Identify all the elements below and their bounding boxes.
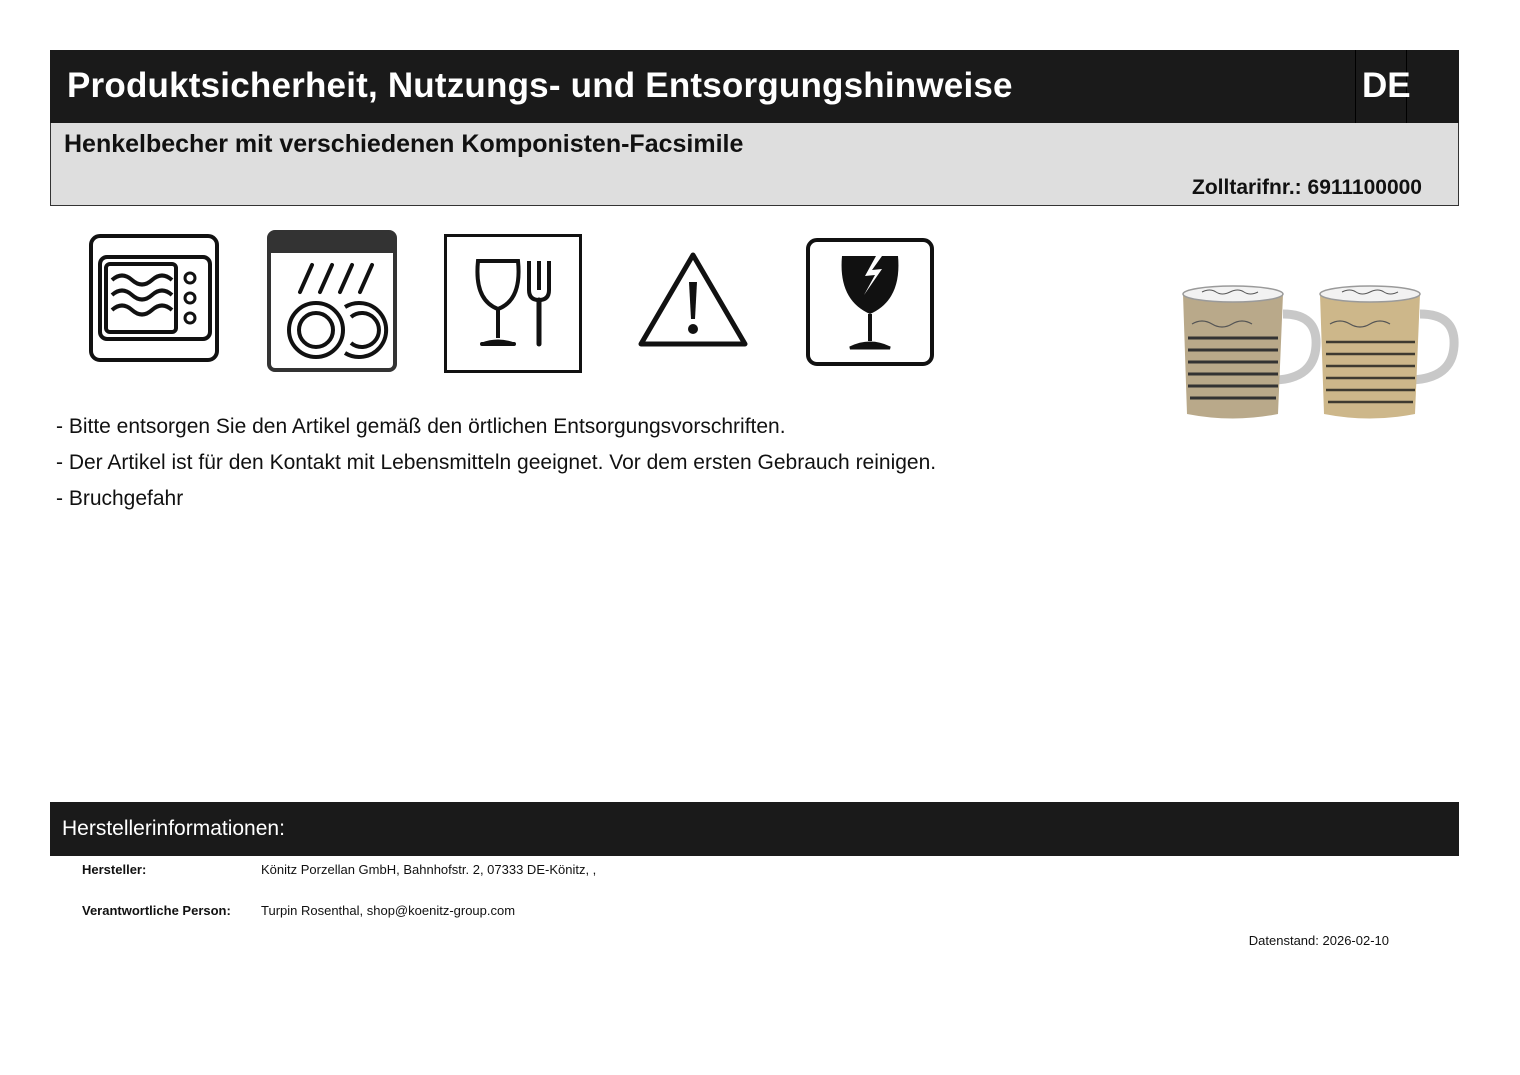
responsible-person-value: Turpin Rosenthal, shop@koenitz-group.com: [261, 903, 516, 918]
data-date-label: Datenstand:: [1248, 933, 1319, 948]
dishwasher-icon: [266, 229, 398, 373]
notes-list: [56, 412, 936, 520]
language-code: DE: [1362, 66, 1411, 105]
customs-number: [1192, 176, 1422, 200]
note-disposal: - Bitte entsorgen Sie den Artikel gemäß den örtlichen Entsorgungsvorschriften.: [56, 415, 786, 438]
language-box: [1355, 50, 1411, 124]
warning-icon: [637, 249, 749, 349]
product-bar: [50, 123, 1459, 206]
page-title: Produktsicherheit, Nutzungs- und Entsorgungshinweise: [67, 66, 1013, 105]
manufacturer-heading: Herstellerinformationen:: [62, 817, 285, 840]
title-bar: [50, 50, 1459, 124]
microwave-icon: [88, 233, 220, 363]
responsible-person-label: Verantwortliche Person:: [82, 903, 231, 918]
data-date-value: 2026-02-10: [1322, 933, 1389, 948]
data-date: [1249, 933, 1389, 948]
note-food-contact: - Der Artikel ist für den Kontakt mit Lebensmitteln geeignet. Vor dem ersten Gebrauch reinigen.: [56, 451, 937, 474]
customs-value: 6911100000: [1307, 176, 1422, 199]
manufacturer-label: Hersteller:: [82, 862, 147, 877]
fragile-icon: [806, 238, 934, 366]
mug-right: [1320, 286, 1454, 419]
note-fragile: - Bruchgefahr: [56, 487, 184, 510]
product-photo: [1172, 280, 1462, 430]
product-name: Henkelbecher mit verschiedenen Komponisten-Facsimile: [64, 130, 744, 158]
mug-left: [1183, 286, 1316, 419]
food-safe-icon: [444, 234, 582, 373]
manufacturer-bar: [50, 802, 1459, 856]
customs-label: Zolltarifnr.:: [1192, 176, 1302, 199]
manufacturer-value: Könitz Porzellan GmbH, Bahnhofstr. 2, 07333 DE-Könitz, ,: [261, 862, 597, 877]
